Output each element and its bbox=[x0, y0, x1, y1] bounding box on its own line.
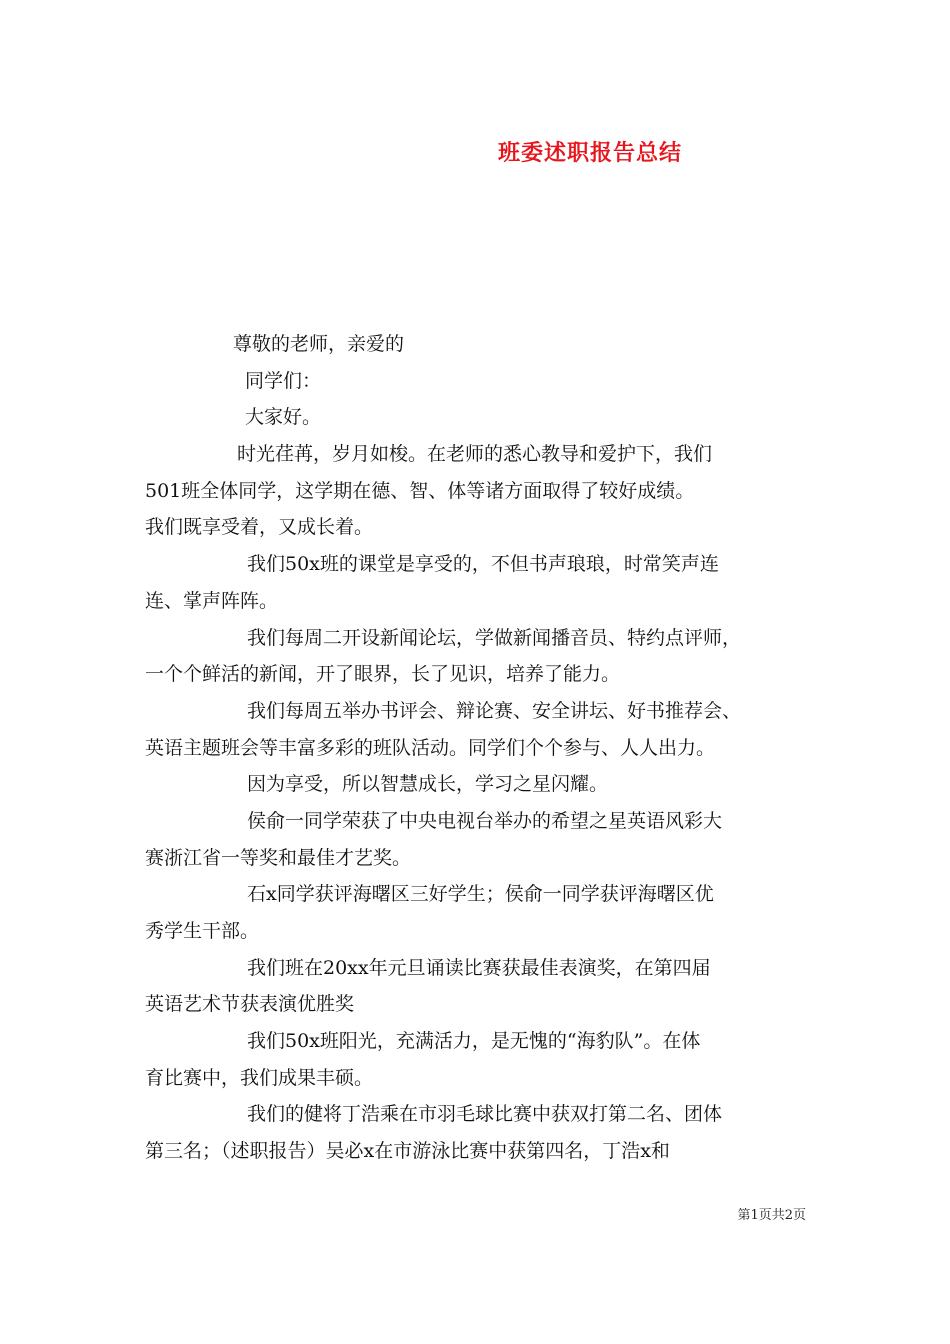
paragraph-line: 我们的健将丁浩乘在市羽毛球比赛中获双打第二名、团体 bbox=[247, 1103, 723, 1126]
paragraph-line: 我们既享受着，又成长着。 bbox=[145, 516, 374, 539]
salutation-line: 尊敬的老师，亲爱的 bbox=[233, 333, 405, 355]
paragraph-line: 英语主题班会等丰富多彩的班队活动。同学们个个参与、人人出力。 bbox=[145, 736, 716, 759]
paragraph-line: 连、掌声阵阵。 bbox=[145, 589, 279, 612]
salutation-line: 同学们： bbox=[245, 369, 322, 392]
paragraph-line: 秀学生干部。 bbox=[145, 920, 260, 942]
paragraph-line: 我们50x班的课堂是享受的，不但书声琅琅，时常笑声连 bbox=[247, 553, 719, 576]
paragraph-line: 一个个鲜活的新闻，开了眼界，长了见识，培养了能力。 bbox=[145, 663, 621, 686]
paragraph-line: 因为享受，所以智慧成长，学习之星闪耀。 bbox=[247, 773, 609, 796]
paragraph-line: 501班全体同学，这学期在德、智、体等诸方面取得了较好成绩。 bbox=[145, 479, 695, 502]
paragraph-line: 第三名；（述职报告）吴必x在市游泳比赛中获第四名，丁浩x和 bbox=[145, 1140, 670, 1163]
paragraph-line: 英语艺术节获表演优胜奖 bbox=[145, 993, 355, 1016]
paragraph-line: 我们每周二开设新闻论坛，学做新闻播音员、特约点评师， bbox=[247, 626, 742, 649]
paragraph-line: 我们50x班阳光，充满活力，是无愧的“海豹队”。在体 bbox=[247, 1030, 701, 1053]
greeting-line: 大家好。 bbox=[245, 406, 322, 429]
paragraph-line: 石x同学获评海曙区三好学生；侯俞一同学获评海曙区优 bbox=[247, 883, 714, 906]
page-number-footer: 第1页共2页 bbox=[737, 1208, 806, 1223]
paragraph-line: 我们每周五举办书评会、辩论赛、安全讲坛、好书推荐会、 bbox=[247, 699, 742, 722]
paragraph-line: 时光荏苒，岁月如梭。在老师的悉心教导和爱护下，我们 bbox=[237, 443, 713, 466]
paragraph-line: 我们班在20xx年元旦诵读比赛获最佳表演奖，在第四届 bbox=[247, 956, 711, 979]
paragraph-line: 育比赛中，我们成果丰硕。 bbox=[145, 1066, 374, 1089]
paragraph-line: 赛浙江省一等奖和最佳才艺奖。 bbox=[145, 846, 412, 869]
paragraph-line: 侯俞一同学荣获了中央电视台举办的希望之星英语风彩大 bbox=[247, 809, 723, 832]
document-title: 班委述职报告总结 bbox=[497, 140, 682, 166]
document-body bbox=[145, 326, 815, 1170]
